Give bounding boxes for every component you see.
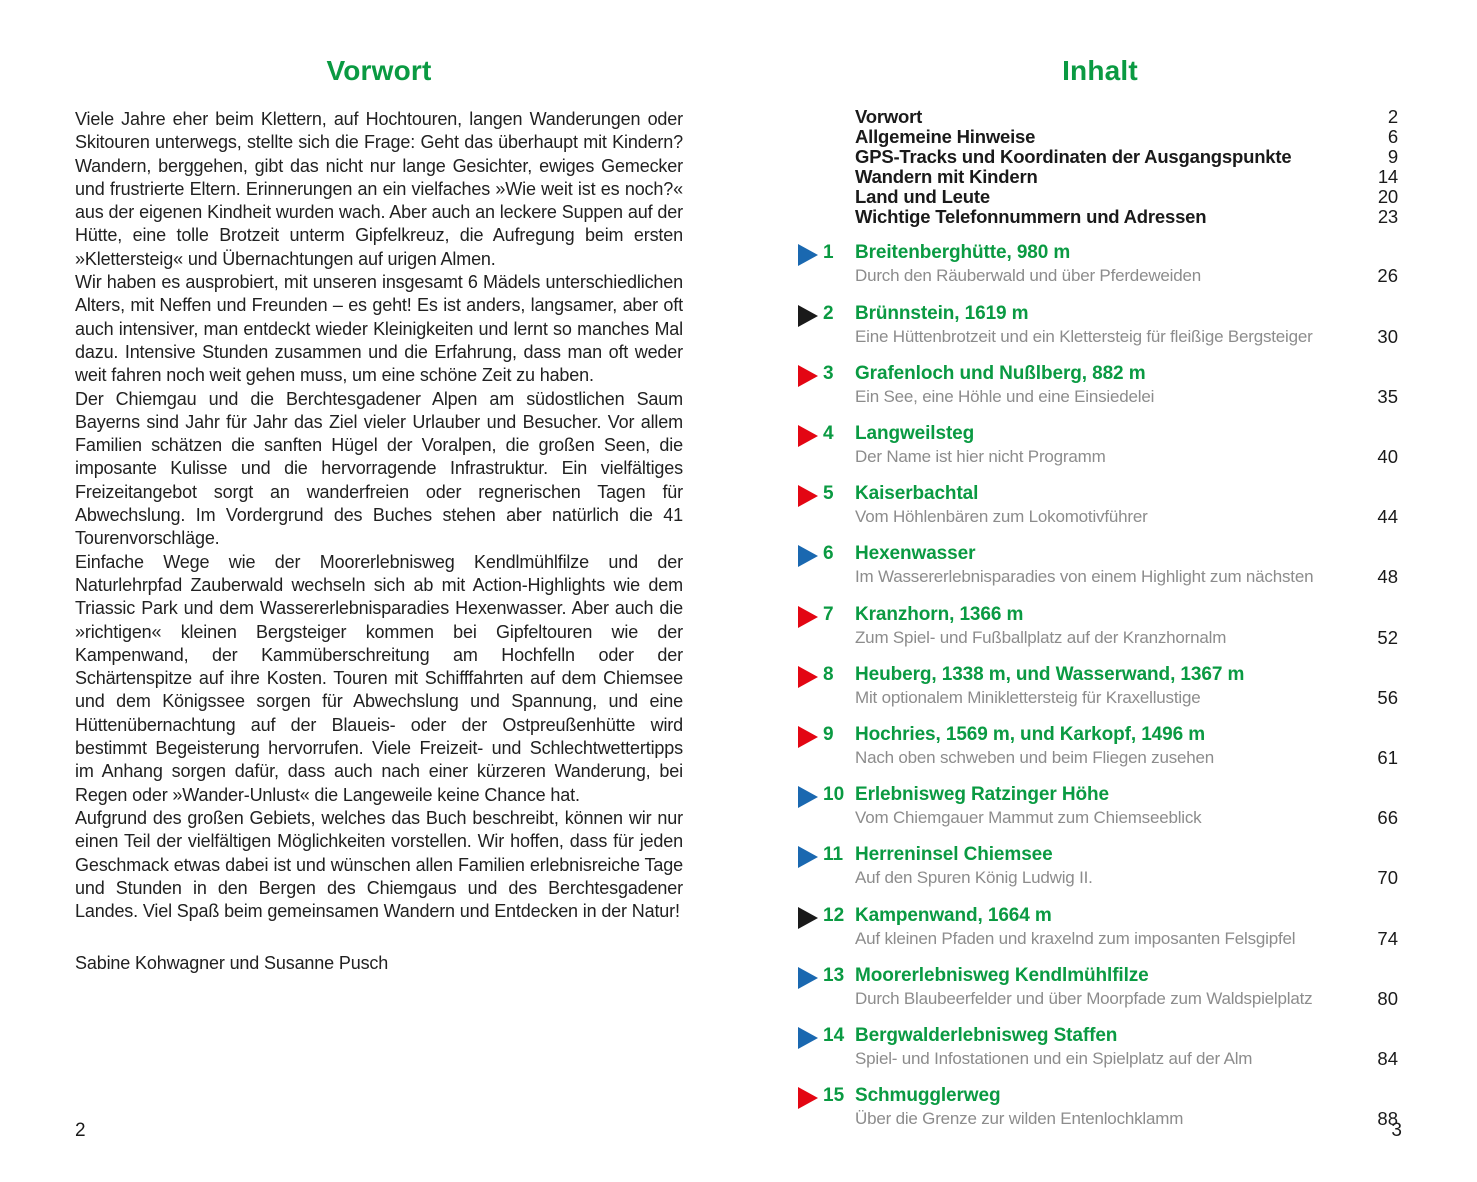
tour-subtitle: Eine Hüttenbrotzeit und ein Klettersteig für fleißige Bergsteiger xyxy=(855,326,1313,346)
tour-marker-triangle-icon xyxy=(798,606,818,628)
tour-title: Bergwalderlebnisweg Staffen xyxy=(855,1024,1118,1046)
inhalt-title: Inhalt xyxy=(1062,55,1138,86)
tour-number: 13 xyxy=(823,964,845,986)
tour-number: 9 xyxy=(823,723,834,745)
tour-number: 7 xyxy=(823,603,834,625)
front-matter-row xyxy=(855,187,1398,207)
tour-title: Langweilsteg xyxy=(855,423,975,444)
tour-entry xyxy=(795,422,1398,469)
tour-marker-triangle-icon xyxy=(798,666,818,688)
tour-subline xyxy=(855,385,1398,409)
tour-number: 11 xyxy=(823,844,844,866)
tour-marker-triangle-icon xyxy=(798,244,818,266)
front-matter-row xyxy=(855,147,1398,167)
tour-number: 14 xyxy=(823,1024,845,1046)
tour-marker-triangle-icon xyxy=(798,1027,818,1049)
front-matter-label: GPS-Tracks und Koordinaten der Ausgangspunkte xyxy=(855,145,1292,167)
tour-entry xyxy=(795,1024,1398,1071)
tour-title: Kampenwand, 1664 m xyxy=(855,904,1052,926)
vorwort-paragraph: Wir haben es ausprobiert, mit unseren insgesamt 6 Mädels unterschiedlichen Alters, mit Neffen und Freunden – es geht! Es ist anders, langsamer, aber oft auch intensiver, man entdeckt wieder Kleinigkeiten und lernt so manches Mal dazu. Intensive Stunden zusammen und die Erfahrung, dass man oft weder weit fahren noch weit gehen muss, um eine schöne Zeit zu haben. xyxy=(75,272,683,386)
tour-entry xyxy=(795,603,1398,650)
tour-title: Brünnstein, 1619 m xyxy=(855,302,1029,324)
tour-subtitle: Spiel- und Infostationen und ein Spielplatz auf der Alm xyxy=(855,1048,1253,1068)
tour-subline xyxy=(855,445,1398,469)
tour-subtitle: Der Name ist hier nicht Programm xyxy=(855,447,1106,466)
author-signature: Sabine Kohwagner und Susanne Pusch xyxy=(75,953,389,974)
front-matter-row xyxy=(855,107,1398,127)
tour-number: 1 xyxy=(823,242,834,264)
tour-title: Heuberg, 1338 m, und Wasserwand, 1367 m xyxy=(855,663,1245,685)
front-matter-page: 9 xyxy=(1387,145,1398,167)
vorwort-paragraph: Aufgrund des großen Gebiets, welches das Buch beschreibt, können wir nur einen Teil der vielfältigen Möglichkeiten vorstellen. Wir hoffen, dass für jeden Geschmack etwas dabei ist und wünschen allen Familien erlebnisreiche Tage und Stunden in den Bergen des Chiemgaus und des Berchtesgadener Landes. Viel Spaß beim gemeinsamen Wandern und Entdecken in der Natur! xyxy=(75,807,683,922)
front-matter-row xyxy=(855,127,1398,147)
tour-subtitle: Im Wassererlebnisparadies von einem Highlight zum nächsten xyxy=(855,567,1314,587)
vorwort-body xyxy=(75,108,683,923)
tour-marker-triangle-icon xyxy=(798,365,818,387)
tour-page-number: 84 xyxy=(1377,1047,1398,1069)
tour-subline xyxy=(855,806,1398,830)
tour-number: 4 xyxy=(823,423,834,444)
tour-title: Schmugglerweg xyxy=(855,1085,1001,1107)
tour-title: Grafenloch und Nußlberg, 882 m xyxy=(855,362,1146,384)
tour-marker-triangle-icon xyxy=(798,545,818,567)
tour-title: Kranzhorn, 1366 m xyxy=(855,603,1024,625)
tour-page-number: 74 xyxy=(1377,927,1398,949)
front-matter-page: 6 xyxy=(1387,125,1398,147)
tour-marker-triangle-icon xyxy=(798,726,818,748)
tour-title: Erlebnisweg Ratzinger Höhe xyxy=(855,784,1109,806)
tour-page-number: 70 xyxy=(1377,867,1398,889)
tour-subline xyxy=(855,264,1398,288)
front-matter-page: 20 xyxy=(1377,185,1398,207)
tour-page-number: 52 xyxy=(1377,626,1398,648)
front-matter-page: 2 xyxy=(1387,106,1398,127)
tour-number: 8 xyxy=(823,663,834,685)
front-matter-label: Vorwort xyxy=(855,106,923,127)
tour-marker-triangle-icon xyxy=(798,305,818,327)
tour-page-number: 61 xyxy=(1377,746,1398,768)
front-matter-page: 23 xyxy=(1377,205,1398,227)
tour-marker-triangle-icon xyxy=(798,846,818,868)
tour-subtitle: Vom Höhlenbären zum Lokomotivführer xyxy=(855,507,1148,527)
tour-number: 10 xyxy=(823,784,845,806)
tour-page-number: 35 xyxy=(1377,385,1398,407)
tour-title: Hexenwasser xyxy=(855,543,976,565)
vorwort-page xyxy=(75,55,683,974)
tour-subline xyxy=(855,1107,1398,1131)
tour-entry xyxy=(795,1084,1398,1131)
tour-subtitle: Durch Blaubeerfelder und über Moorpfade zum Waldspielplatz xyxy=(855,988,1313,1008)
tour-subtitle: Ein See, eine Höhle und eine Einsiedelei xyxy=(855,386,1155,406)
tour-entry xyxy=(795,302,1398,349)
tour-title: Hochries, 1569 m, und Karkopf, 1496 m xyxy=(855,723,1206,745)
tour-page-number: 26 xyxy=(1377,265,1398,287)
tour-subline xyxy=(855,505,1398,529)
tour-subtitle: Über die Grenze zur wilden Entenlochklamm xyxy=(855,1109,1184,1129)
tour-marker-triangle-icon xyxy=(798,786,818,808)
tour-entry xyxy=(795,964,1398,1011)
tour-marker-triangle-icon xyxy=(798,967,818,989)
front-matter-list xyxy=(855,107,1398,226)
tour-subline xyxy=(855,866,1398,890)
tour-subtitle: Nach oben schweben und beim Fliegen zusehen xyxy=(855,747,1215,767)
tour-subline xyxy=(855,565,1398,589)
tour-page-number: 56 xyxy=(1377,686,1398,708)
tour-subtitle: Mit optionalem Miniklettersteig für Kraxellustige xyxy=(855,687,1201,707)
tour-subline xyxy=(855,686,1398,710)
tour-page-number: 40 xyxy=(1377,446,1398,467)
front-matter-label: Wandern mit Kindern xyxy=(855,165,1038,187)
tour-page-number: 30 xyxy=(1377,325,1398,347)
tour-subline xyxy=(855,746,1398,770)
tour-subtitle: Zum Spiel- und Fußballplatz auf der Kranzhornalm xyxy=(855,627,1227,647)
front-matter-row xyxy=(855,167,1398,187)
tour-list xyxy=(795,241,1405,1131)
tour-number: 12 xyxy=(823,904,845,926)
tour-entry xyxy=(795,723,1398,770)
left-page-number: 2 xyxy=(75,1120,86,1141)
vorwort-paragraph: Viele Jahre eher beim Klettern, auf Hochtouren, langen Wanderungen oder Skitouren unterwegs, stellte sich die Frage: Geht das überhaupt mit Kindern? Wandern, berggehen, gibt das nicht nur lange Gesichter, ewiges Gemecker und frustrierte Eltern. Erinnerungen an ein vielfaches »Wie weit ist es noch?« aus der eigenen Kindheit wurden wach. Aber auch an leckere Suppen auf der Hütte, eine tolle Brotzeit unterm Gipfelkreuz, die Aufregung beim ersten »Klettersteig« und Übernachtungen auf urigen Almen. xyxy=(75,109,683,269)
tour-title: Herreninsel Chiemsee xyxy=(855,844,1053,866)
tour-subline xyxy=(855,927,1398,951)
tour-number: 2 xyxy=(823,302,834,324)
front-matter-row xyxy=(855,207,1398,227)
vorwort-paragraph: Einfache Wege wie der Moorerlebnisweg Kendlmühlfilze und der Naturlehrpfad Zauberwald wechseln sich ab mit Action-Highlights wie dem Triassic Park und dem Wassererlebnisparadies Hexenwasser. Aber auch die »richtigen« kleinen Bergsteiger kommen bei Gipfeltouren wie der Kampenwand, der Kammüberschreitung am Hochfelln oder der Schärtenspitze auf ihre Kosten. Touren mit Schifffahrten auf dem Chiemsee und dem Königssee sorgen für Abwechslung und Spannung, und eine Hüttenübernachtung auf der Blaueis- oder der Ostpreußenhütte wird bestimmt Begeisterung hervorrufen. Viele Freizeit- und Schlechtwettertipps im Anhang sorgen dafür, dass auch nach einer kürzeren Wanderung, bei Regen oder »Wander-Unlust« die Langeweile keine Chance hat. xyxy=(75,551,683,805)
tour-subline xyxy=(855,1047,1398,1071)
tour-entry xyxy=(795,362,1398,409)
tour-subtitle: Durch den Räuberwald und über Pferdeweiden xyxy=(855,266,1201,286)
right-page-number: 3 xyxy=(1391,1120,1402,1141)
tour-number: 6 xyxy=(823,543,834,565)
tour-marker-triangle-icon xyxy=(798,485,818,507)
tour-entry xyxy=(795,783,1398,830)
tour-title: Moorerlebnisweg Kendlmühlfilze xyxy=(855,964,1149,986)
tour-page-number: 48 xyxy=(1377,566,1398,588)
tour-subline xyxy=(855,325,1398,349)
tour-number: 5 xyxy=(823,483,834,505)
tour-subline xyxy=(855,987,1398,1011)
inhalt-page xyxy=(795,55,1405,1144)
front-matter-label: Wichtige Telefonnummern und Adressen xyxy=(855,205,1207,227)
tour-subtitle: Auf kleinen Pfaden und kraxelnd zum imposanten Felsgipfel xyxy=(855,928,1296,948)
tour-entry xyxy=(795,542,1398,589)
tour-number: 15 xyxy=(823,1085,845,1107)
tour-entry xyxy=(795,904,1398,951)
tour-title: Breitenberghütte, 980 m xyxy=(855,242,1071,264)
tour-entry xyxy=(795,482,1398,529)
tour-page-number: 44 xyxy=(1377,506,1398,528)
tour-marker-triangle-icon xyxy=(798,907,818,929)
tour-number: 3 xyxy=(823,362,834,384)
tour-subtitle: Vom Chiemgauer Mammut zum Chiemseeblick xyxy=(855,808,1202,828)
tour-page-number: 88 xyxy=(1377,1108,1398,1130)
tour-marker-triangle-icon xyxy=(798,425,818,447)
tour-entry xyxy=(795,241,1398,288)
front-matter-label: Allgemeine Hinweise xyxy=(855,125,1036,147)
tour-page-number: 66 xyxy=(1377,807,1398,829)
front-matter-label: Land und Leute xyxy=(855,185,990,207)
vorwort-paragraph: Der Chiemgau und die Berchtesgadener Alpen am südostlichen Saum Bayerns sind Jahr für Jahr das Ziel vieler Urlauber und Besucher. Vor allem Familien schätzen die sanften Hügel der Voralpen, die großen Seen, die imposante Kulisse und die hervorragende Infrastruktur. Ein vielfältiges Freizeitangebot sorgt an wanderfreien oder regnerischen Tagen für Abwechslung. Im Vordergrund des Buches stehen aber natürlich die 41 Tourenvorschläge. xyxy=(75,388,683,549)
tour-subline xyxy=(855,626,1398,650)
tour-page-number: 80 xyxy=(1377,987,1398,1009)
tour-entry xyxy=(795,843,1398,890)
front-matter-page: 14 xyxy=(1377,165,1398,187)
tour-subtitle: Auf den Spuren König Ludwig II. xyxy=(855,868,1093,888)
tour-entry xyxy=(795,663,1398,710)
tour-marker-triangle-icon xyxy=(798,1087,818,1109)
tour-title: Kaiserbachtal xyxy=(855,483,979,505)
vorwort-title: Vorwort xyxy=(326,55,432,86)
